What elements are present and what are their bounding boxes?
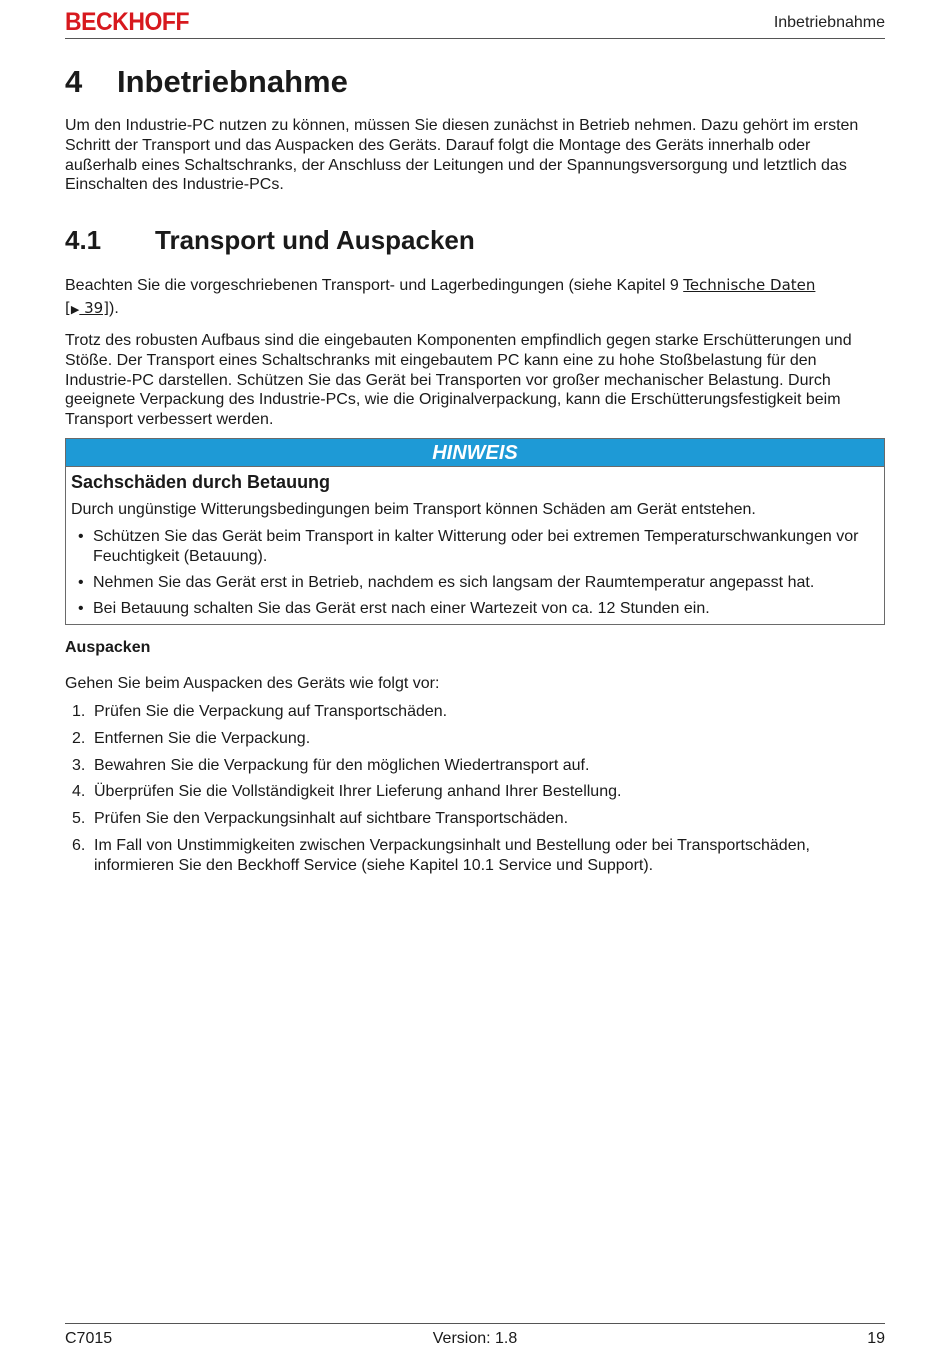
chapter-heading [65,64,348,100]
unpacking-heading: Auspacken [65,639,151,656]
step-text: Entfernen Sie die Verpackung. [94,729,311,747]
chapter-number: 4 [65,64,83,99]
step-number: 2. [72,729,86,747]
step-number: 6. [72,836,86,854]
paragraph-text-end: ). [109,300,119,317]
list-item [65,836,885,876]
notice-list [71,527,871,626]
link-text: Technische Daten [683,276,816,294]
step-text: Im Fall von Unstimmigkeiten zwischen Verpackungsinhalt und Bestellung oder bei Transportschäden, informieren Sie den Beckhoff Service (siehe Kapitel 10.1 Service und Support). [94,836,810,874]
paragraph-text: Beachten Sie die vorgeschriebenen Transport- und Lagerbedingungen (siehe Kapitel 9 [65,277,684,294]
list-item [65,782,885,802]
bullet: • [78,574,84,592]
list-item [71,573,871,593]
list-item-text: Schützen Sie das Gerät beim Transport in kalter Witterung oder bei extremen Temperaturschwankungen vor Feuchtigkeit (Betauung). [93,528,859,565]
notice-text: Durch ungünstige Witterungsbedingungen beim Transport können Schäden am Gerät entstehen. [71,501,756,518]
section-number: 4.1 [65,225,102,255]
section-heading [65,225,475,256]
chapter-intro: Um den Industrie-PC nutzen zu können, müssen Sie diesen zunächst in Betrieb nehmen. Dazu gehört im ersten Schritt der Transport und das Auspacken des Geräts. Darauf folgt die Montage des Geräts innerhalb oder außerhalb eines Schaltschranks, der Anschluss der Leitungen und der Spannungsversorgung und letztlich das Einschalten des Industrie-PCs. [65,117,859,194]
page-footer [65,1323,885,1354]
list-item [65,756,885,776]
bullet: • [78,600,84,618]
unpacking-steps [65,702,885,883]
step-number: 5. [72,810,86,828]
list-item [71,599,871,619]
list-item-text: Nehmen Sie das Gerät erst in Betrieb, nachdem es sich langsam der Raumtemperatur angepasst hat. [93,574,815,592]
step-text: Prüfen Sie die Verpackung auf Transportschäden. [94,703,448,720]
notice-title: Sachschäden durch Betauung [71,472,331,492]
bullet: • [78,528,84,545]
unpacking-intro: Gehen Sie beim Auspacken des Geräts wie folgt vor: [65,675,440,692]
page-reference-arrow-icon: ▶ [70,303,80,316]
step-number: 4. [72,783,86,801]
notice-box [65,438,885,625]
list-item [65,729,885,749]
footer-page-number: 19 [867,1330,885,1347]
robustness-paragraph: Trotz des robusten Aufbaus sind die eingebauten Komponenten empfindlich gegen starke Erschütterungen und Stöße. Der Transport eines Schaltschranks mit eingebautem PC kann eine zu hohe Stoßbelastung für den Industrie-PC darstellen. Schützen Sie das Gerät bei Transporten vor großer mechanischer Belastung. Durch geeignete Verpackung des Industrie-PCs, wie die Originalverpackung, kann die Erschütterungsfestigkeit beim Transport verbessert werden. [65,332,852,429]
beckhoff-logo: BECKHOFF [65,8,190,36]
list-item [71,527,871,567]
step-number: 3. [72,756,86,774]
section-title: Transport und Auspacken [155,225,475,255]
link-ref-open: [ [65,299,71,317]
footer-version: Version: 1.8 [432,1330,518,1347]
header-section-title: Inbetriebnahme [773,14,885,31]
step-text: Überprüfen Sie die Vollständigkeit Ihrer Lieferung anhand Ihrer Bestellung. [94,783,622,801]
list-item [65,809,885,829]
link-page-ref: 39] [79,299,110,317]
notice-label: HINWEIS [66,439,884,467]
page-header [65,8,885,39]
list-item [65,702,885,722]
transport-conditions-paragraph [65,274,880,321]
list-item-text: Bei Betauung schalten Sie das Gerät erst nach einer Wartezeit von ca. 12 Stunden ein. [93,600,710,618]
step-text: Bewahren Sie die Verpackung für den möglichen Wiedertransport auf. [94,756,590,774]
footer-product: C7015 [65,1330,113,1347]
step-number: 1. [72,703,86,720]
step-text: Prüfen Sie den Verpackungsinhalt auf sichtbare Transportschäden. [94,810,569,828]
chapter-title: Inbetriebnahme [117,64,348,99]
